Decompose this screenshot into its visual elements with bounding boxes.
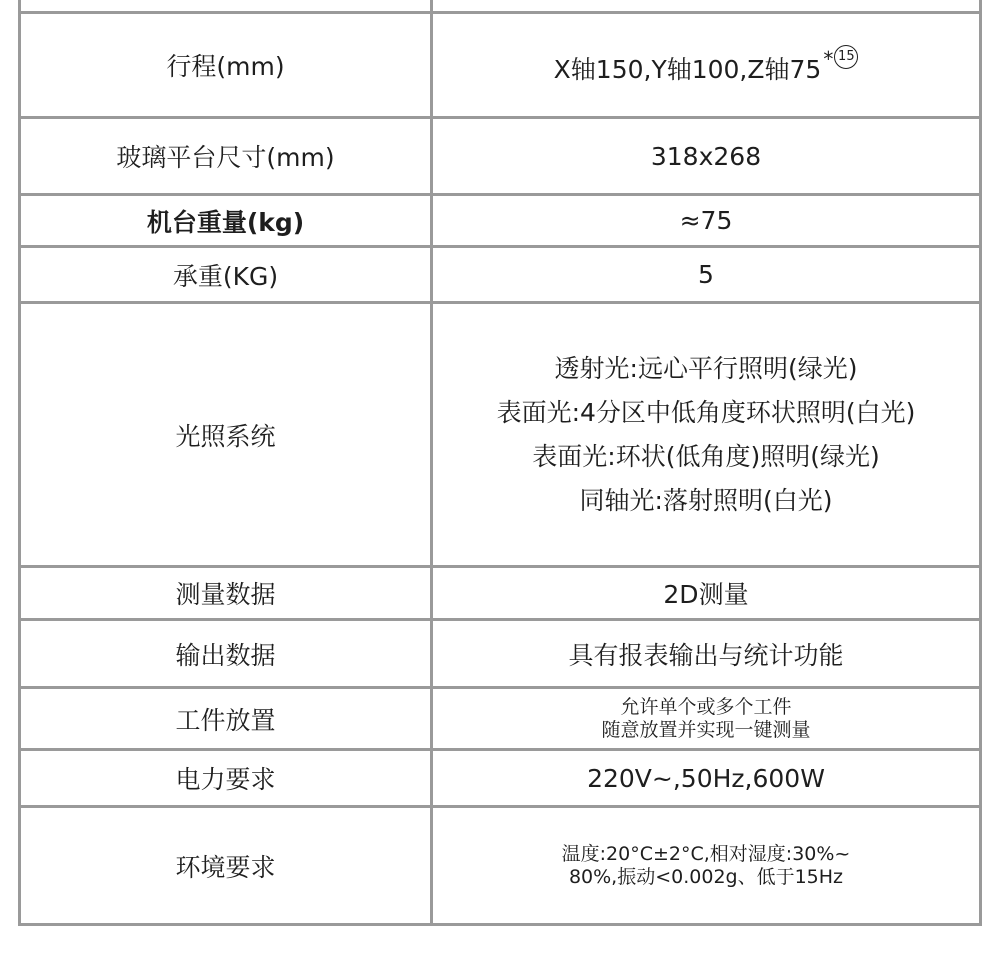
table-row — [20, 118, 981, 195]
lighting-line: 同轴光:落射照明(白光) — [579, 485, 833, 515]
row-value: 具有报表输出与统计功能 — [432, 620, 981, 688]
table-row — [20, 0, 981, 13]
row-value: 318x268 — [432, 118, 981, 195]
row-label: 光照系统 — [20, 303, 432, 567]
environment-line: 80%,振动<0.002g、低于15Hz — [568, 865, 844, 888]
table-row — [20, 13, 981, 118]
table-row — [20, 688, 981, 750]
table-row — [20, 567, 981, 620]
placement-line: 随意放置并实现一键测量 — [601, 718, 811, 741]
row-label: 承重(KG) — [20, 247, 432, 303]
row-label: 电力要求 — [20, 750, 432, 807]
table-row — [20, 303, 981, 567]
row-value — [432, 688, 981, 750]
footnote-asterisk: * — [823, 46, 834, 71]
table-row — [20, 620, 981, 688]
row-label: 机台重量(kg) — [20, 195, 432, 247]
placement-line: 允许单个或多个工件 — [620, 695, 792, 718]
row-value — [432, 13, 981, 118]
row-value: 5 — [432, 247, 981, 303]
row-label: 测量数据 — [20, 567, 432, 620]
table-row — [20, 247, 981, 303]
footnote-number: 15 — [834, 45, 858, 69]
table-row — [20, 750, 981, 807]
table-row — [20, 807, 981, 925]
travel-value: X轴150,Y轴100,Z轴75 — [553, 54, 822, 84]
row-label: 玻璃平台尺寸(mm) — [20, 118, 432, 195]
row-label — [20, 0, 432, 13]
row-value: 2D测量 — [432, 567, 981, 620]
row-value — [432, 303, 981, 567]
row-label: 行程(mm) — [20, 13, 432, 118]
row-label: 环境要求 — [20, 807, 432, 925]
row-label: 输出数据 — [20, 620, 432, 688]
row-value — [432, 0, 981, 13]
row-value — [432, 807, 981, 925]
row-label: 工件放置 — [20, 688, 432, 750]
row-value: ≈75 — [432, 195, 981, 247]
lighting-line: 表面光:环状(低角度)照明(绿光) — [532, 441, 880, 471]
spec-table — [18, 0, 982, 926]
lighting-line: 透射光:远心平行照明(绿光) — [554, 353, 858, 383]
environment-line: 温度:20°C±2°C,相对湿度:30%~ — [561, 842, 851, 865]
table-row — [20, 195, 981, 247]
row-value: 220V~,50Hz,600W — [432, 750, 981, 807]
lighting-line: 表面光:4分区中低角度环状照明(白光) — [496, 397, 916, 427]
